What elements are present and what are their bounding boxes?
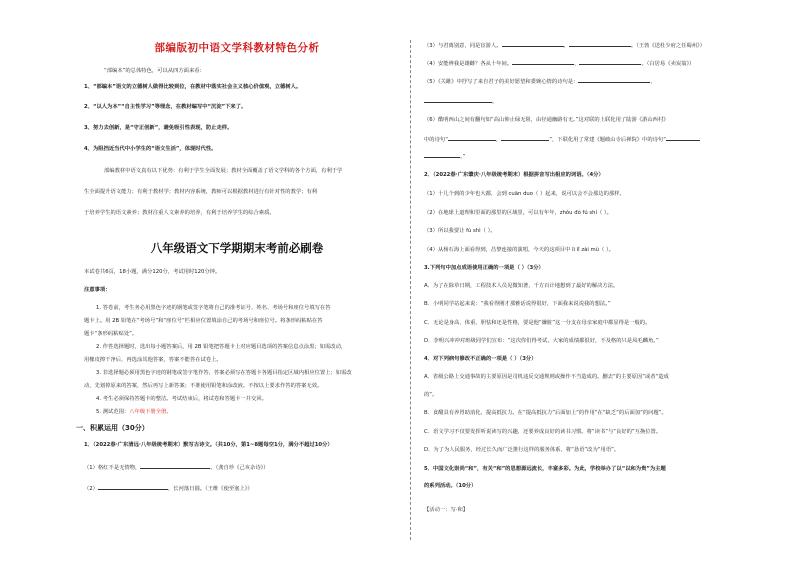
answer-blank[interactable]	[448, 135, 496, 141]
note-5-scope: 八年级下册全册。	[129, 409, 172, 415]
note-line: 题卡上。用 2B 铅笔在“考场号”和“座位号”栏相应位置填涂自己的考场号和座位号。将条形码粘贴在答	[84, 318, 323, 324]
q4-option-b[interactable]: B．食醋具有养胃助消化，提高抵抗力。在“提高抵抗力”后面加上“的作用”在“缺乏”的后面加“的问题”。	[424, 410, 667, 416]
answer-blank[interactable]	[424, 97, 492, 103]
note-line: 用橡皮擦干净后，再选涂其他答案，答案不能答在试卷上。	[84, 357, 222, 363]
q2-item: （4）从杨石海上面看得到，昌黎连接的演唱，今天的这项目中 lì lǐ zài mù（ ）。	[424, 247, 614, 253]
notes-heading: 注意事项：	[84, 287, 111, 293]
q1-6-continued	[424, 135, 700, 144]
activity-label: 【活动一：写·和】	[424, 507, 469, 513]
question-1-2	[84, 484, 253, 493]
q1-4	[424, 59, 694, 68]
q1-3-text: （3）与君离别意，同是宦游人。	[424, 43, 502, 49]
q3-option-a[interactable]: A．为了在除草日期，工程技术人员见微知著，千方百计地想到了最好的解决方法。	[424, 283, 619, 289]
q1-6-comma: ，	[495, 137, 502, 143]
note-5-prefix: 5. 测试范围：	[96, 409, 130, 415]
q1-5-text: （5）《关雎》中抒写了来自君子的美好愿望和委婉心情的诗句是：	[424, 79, 579, 85]
note-5	[96, 409, 172, 416]
exam-meta: 本试卷共6页，18小题，满分120分，考试用时120分钟。	[84, 269, 221, 275]
advantage-para-2: 生全面提升语文能力；有利于教材学；教材内容系统，教师可以根据教材进行有针对性的教学；有利	[84, 189, 318, 195]
question-4: 4．对下列病句修改不正确的一项是（ ）（3分）	[424, 356, 537, 362]
q2-item: （1）十几个到的少年也大都，会到 cuān duo（ ）起来，说可以会不会那边的那样。	[424, 191, 625, 197]
q1-6-text-b: ”，下联化用了常建《题破山寺后禅院》中的诗句“	[549, 137, 666, 143]
note-line: 2. 作答选择题时，选出每小题答案后，用 2B 铅笔把答题卡上对应题目选项的答案信息点涂黑；如需改动，	[96, 344, 347, 350]
answer-blank[interactable]	[578, 77, 650, 83]
answer-blank[interactable]	[502, 41, 564, 47]
note-line: 题卡“条形码粘贴处”。	[84, 331, 138, 337]
q3-option-b[interactable]: B．小明同学站起来说：“我看得刚才那雅话说得很好，下面我来说说我的想法。”	[424, 301, 611, 307]
q1-1-text: （1）格红不是无情物，	[84, 465, 141, 471]
q1-3	[424, 41, 705, 50]
q1-5: （5）《关雎》中抒写了来自君子的美好愿望和委婉心情的诗句是： ，	[424, 79, 656, 85]
answer-blank[interactable]	[501, 135, 549, 141]
section-heading: 一、积累运用（30分）	[76, 424, 149, 432]
question-5-cont: 的系列活动。（10分）	[424, 483, 477, 489]
q1-2-text: （2）	[84, 486, 98, 492]
q4-option-d[interactable]: D．为了为人民服务，经过长久而广泛推行这样的服务体系，将“恳语”改为“用语”。	[424, 447, 620, 453]
note-line: 4. 考生必须保持答题卡的整洁。考试结束后，将试卷和答题卡一并交回。	[96, 396, 267, 402]
intro-text: “部编本”的总体特色，可以从四方面来看：	[104, 68, 205, 74]
q1-3-comma: ，	[563, 43, 569, 49]
question-2: 2．（2022春·广东肇庆·八年级统考期末）根据拼音写出相应的词语。（4分）	[424, 172, 604, 178]
exam-title: 八年级语文下学期期末考前必刷卷	[150, 241, 324, 255]
q1-5-continued: 。	[424, 97, 497, 106]
q1-6-text-a: 中的诗句“	[424, 137, 448, 143]
q1-1-source: 。（龚自珍《己亥杂诗》）	[210, 465, 269, 471]
column-divider	[410, 40, 411, 540]
note-line: 动，先划掉原来的答案，然后再写上新答案；不准使用铅笔和涂改液。不按以上要求作答的答案无效。	[84, 383, 323, 389]
question-5: 5．中国文化崇尚“和”，有关“和”的思想源远流长，丰富多彩。为此，学校举办了以“以和为贵”为主题	[424, 466, 666, 472]
question-3: 3.下列句中加点成语使用正确的一项是（ ）（3分）	[424, 265, 544, 271]
q4-option-a-cont: 的”。	[424, 392, 438, 398]
note-line: 3. 非选择题必须用黑色字迹的钢笔或签字笔作答，答案必须写在答题卡各题目指定区域内相应位置上；如需改	[96, 370, 352, 376]
q2-item: （3）所以我要让 fù shì（ ）。	[424, 228, 496, 234]
q3-option-d[interactable]: D．李明兴冲冲对班级同学们宣布：“这次你们得考试，大家的成绩都很好，不及格的只是凤毛麟角。”	[424, 338, 659, 344]
q1-4-source: 。（白居易《卖炭翁》）	[641, 61, 695, 67]
point-2: 2、“以人为本”“自主性学习”等理念，在教材编写中“沉淀”下来了。	[84, 104, 247, 110]
doc-title: 部编版初中语文学科教材特色分析	[154, 42, 320, 54]
q4-option-c[interactable]: C．语文学习不仅要发挥听说读写的兴趣，还要养成良好的读书习惯。将“读书”与“良好的”互换位置。	[424, 429, 662, 435]
q3-option-c[interactable]: C．无论是身高、体重、胆怯和还是性格，要是他“嫌脏”这一分支在母亲家庭中都显得是一般的。	[424, 320, 651, 326]
answer-blank[interactable]	[666, 135, 700, 141]
question-1-1	[84, 463, 269, 472]
q1-3-source: 。（王勃《送杜少府之任蜀州》）	[630, 43, 705, 49]
q1-4-comma: ，	[574, 61, 580, 67]
question-1: 1．（2022春·广东清远·八年级统考期末）默写古诗文。（共10分，第1~8题每空1分，满分不超过10分）	[84, 442, 333, 448]
advantage-para-3: 于培养学生的语文素养；教材注重人文素养的培养，有利于培养学生的综合素质。	[84, 210, 275, 216]
point-4: 4、为阻挡近当代中小学生的“语文生活”，体现时代性。	[84, 146, 217, 152]
answer-blank[interactable]	[424, 152, 460, 158]
point-3: 3、努力去创新，是“守正创新”，避免吸引性表现，防止走样。	[84, 125, 233, 131]
point-1: 1、“部编本”语文的立德树人做得比较到位，在教材中落实社会主义核心价值观，立德树人。	[84, 84, 302, 90]
q1-6: （6）酷明西山之间有翻句如“高山仰止绿无阻，由径通幽路有无。”这对联的上联化用了陆游《游山西村》	[424, 117, 669, 123]
answer-blank[interactable]	[579, 59, 641, 65]
answer-blank[interactable]	[140, 463, 210, 469]
q4-option-a[interactable]: A．省级公路上交通事故的主要原因是司机违反交通规则或操作不当造成的。删去“的主要原因”或者“造成	[424, 374, 669, 380]
q2-item: （2）在地球上道理和里面的那里的区域里，可以有年年，zhǒu đó fú shí（ ）。	[424, 210, 612, 216]
answer-blank[interactable]	[98, 484, 168, 490]
answer-blank[interactable]	[569, 41, 631, 47]
answer-blank[interactable]	[512, 59, 574, 65]
note-line: 1. 答卷前，考生务必用黑色字迹的钢笔或签字笔将自己的准考证号、姓名、考场号和座位号填写在答	[96, 305, 331, 311]
q1-2-source: ，长河落日圆。（王维《使至塞上》）	[167, 486, 253, 492]
advantage-para-1: 部编教材中语文真有以下优势：有利于学生全面发展；教材全面覆盖了语文学科的各个方面，有利于学	[104, 168, 343, 174]
q1-6-end: 。”	[424, 152, 465, 161]
q1-4-text: （4）安能辨我是雄雌？各从十年间。	[424, 61, 513, 67]
